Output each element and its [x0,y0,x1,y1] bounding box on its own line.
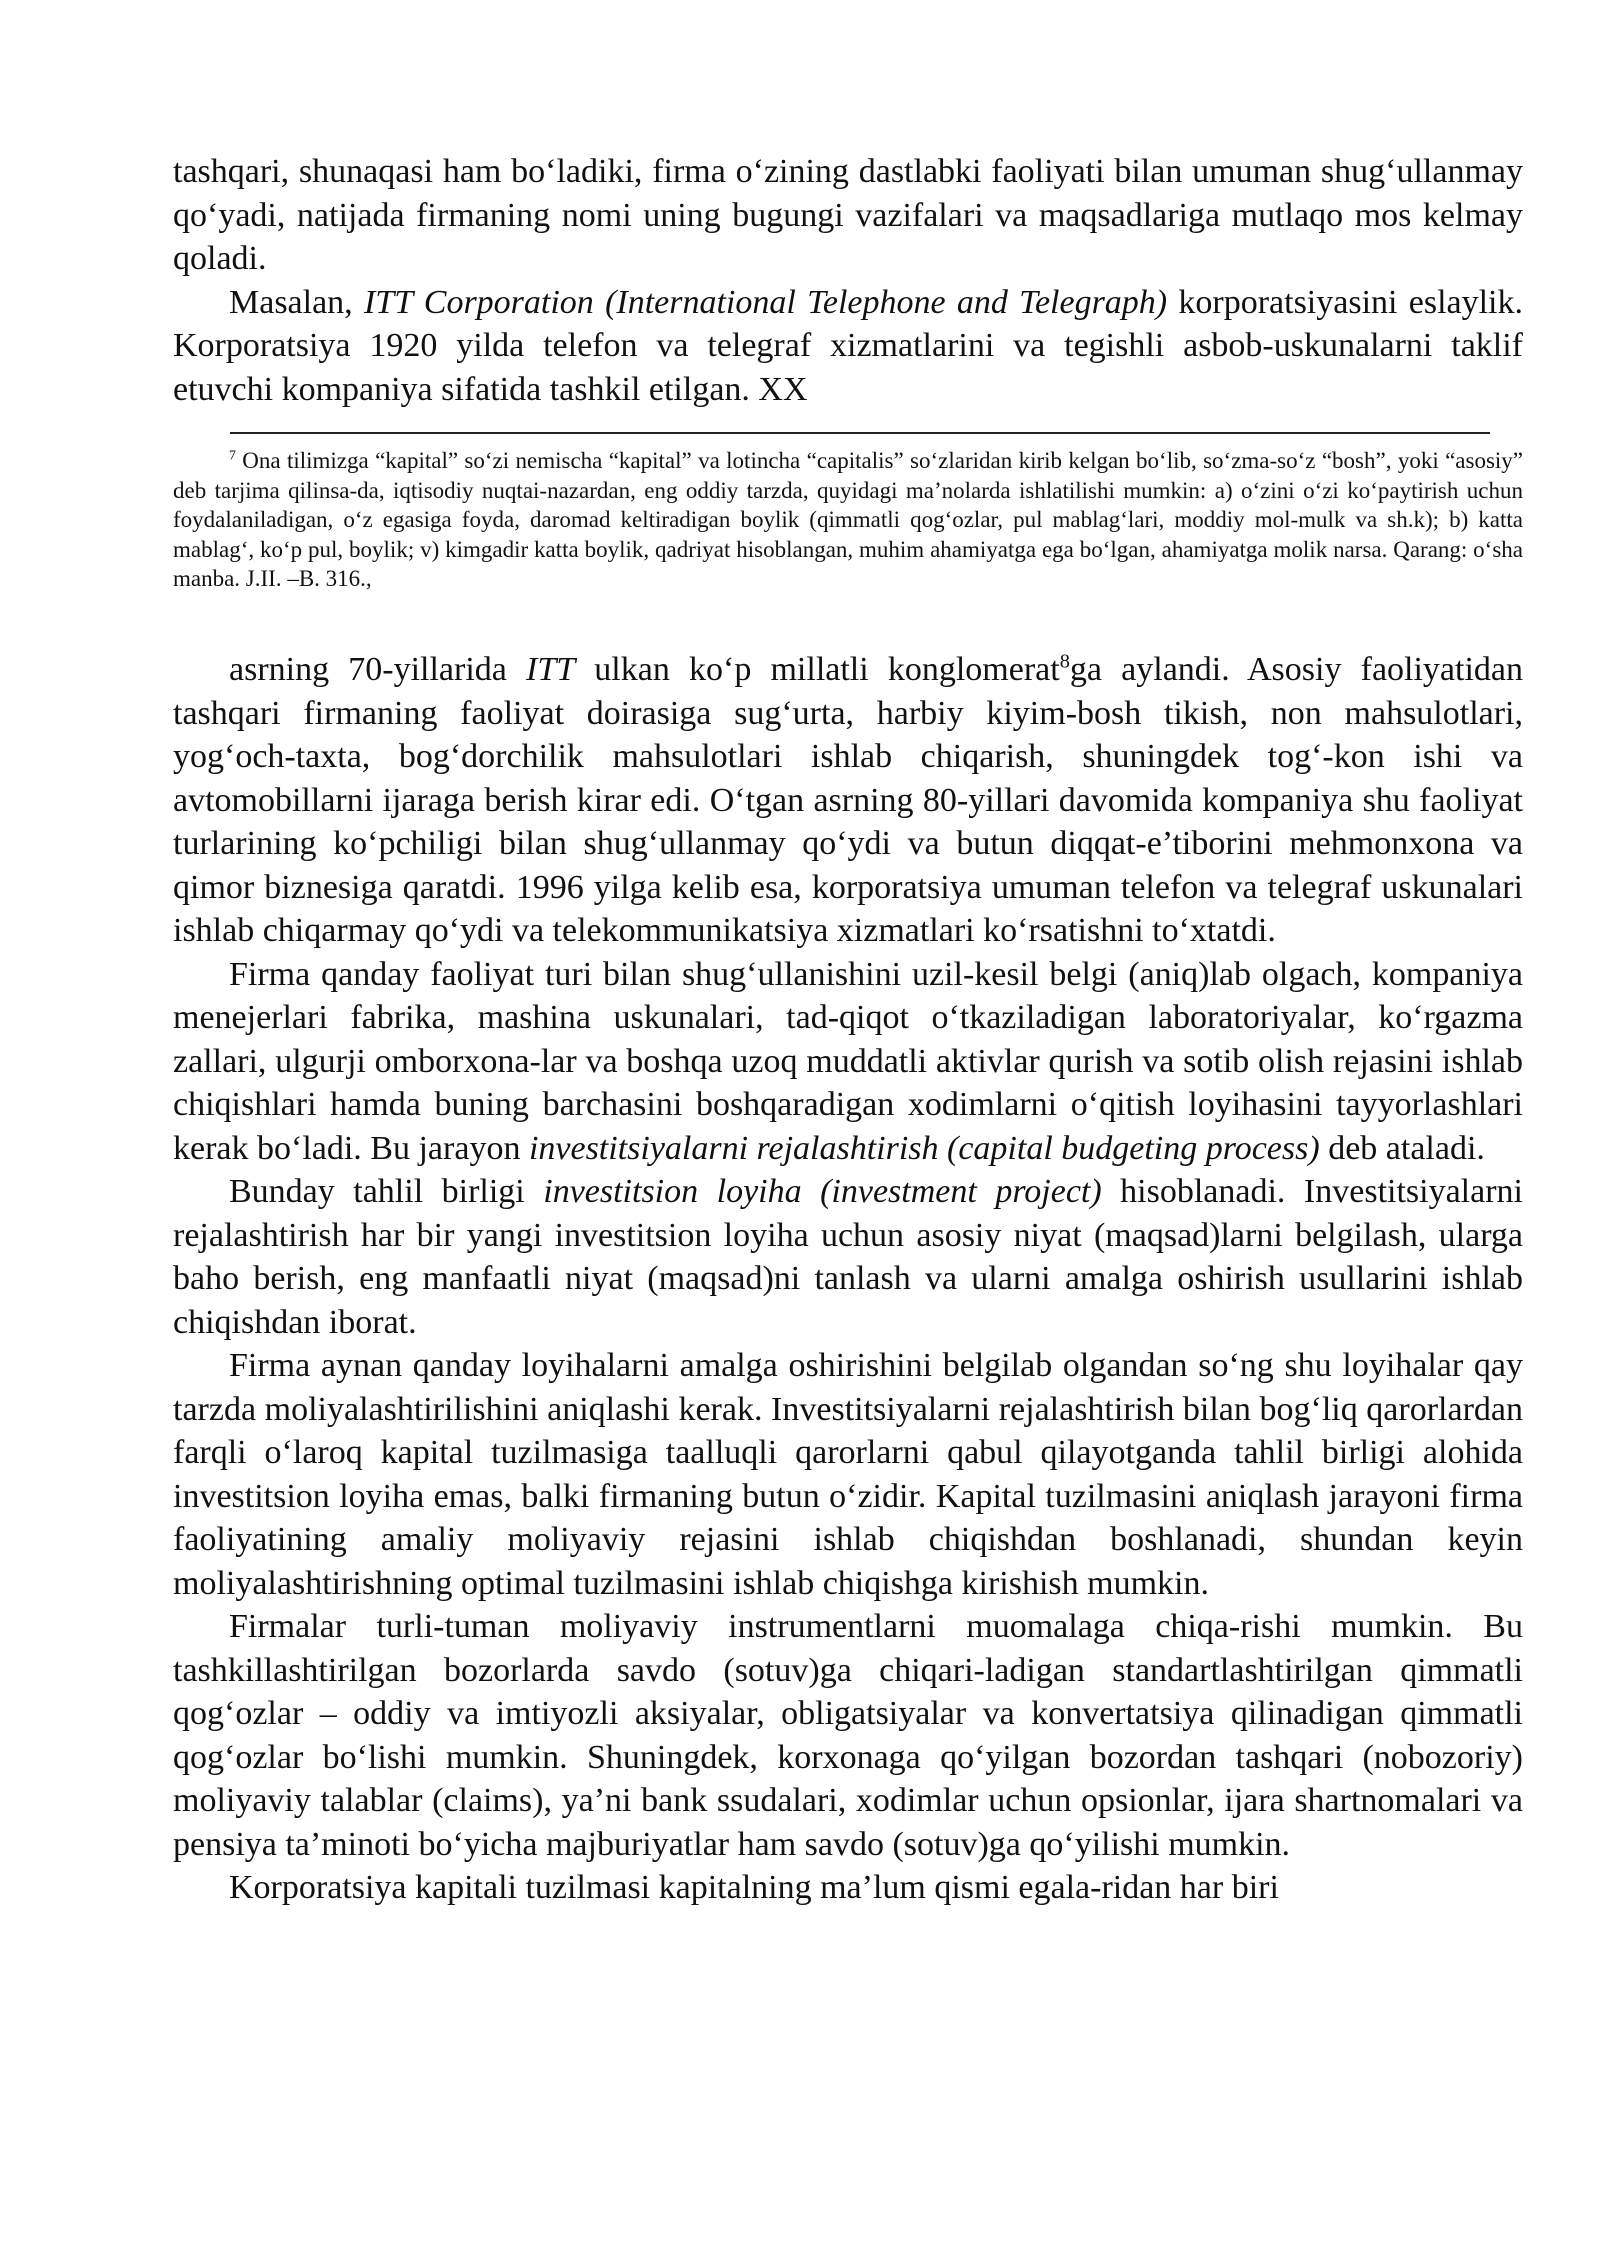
footnote-text: Ona tilimizga “kapital” so‘zi nemischa “kapital” va lotincha “capitalis” so‘zlaridan kirib kelgan bo‘lib, so‘zma-so‘z “bosh”, yoki “asosiy” deb tarjima qilinsa-da, iqtisodiy nuqtai-nazardan, eng oddiy tarzda, quyidagi ma’nolarda ishlatilishi mumkin: a) o‘zini o‘zi ko‘paytirish uchun foydalaniladigan, o‘z egasiga foyda, daromad keltiradigan boylik (qimmatli qog‘ozlar, pul mablag‘lari, moddiy mol-mulk va sh.k); b) katta mablag‘, ko‘p pul, boylik; v) kimgadir katta boylik, qadriyat hisoblangan, muhim ahamiyatga ega bo‘lgan, ahamiyatga molik narsa. Qarang: o‘sha manba. J.II. –B. 316., [173,448,1523,591]
italic-term: ITT Corporation (International Telephone and Telegraph) [363,283,1168,321]
paragraph-itt-intro: Masalan, ITT Corporation (International Telephone and Telegraph) korporatsiyasini eslaylik. Korporatsiya 1920 yilda telefon va telegraf xizmatlarini va tegishli asbob-uskunalarni taklif etuvchi kompaniya sifatida tashkil etilgan. XX [173,283,1523,408]
top-text-block [173,150,1523,411]
paragraph-capital-budgeting: Firma qanday faoliyat turi bilan shug‘ullanishini uzil-kesil belgi (aniq)lab olgach, kompaniya menejerlari fabrika, mashina uskunalari, tad-qiqot o‘tkaziladigan laboratoriyalar, ko‘rgazma zallari, ulgurji omborxona-lar va boshqa uzoq muddatli aktivlar qurish va sotib olish rejasini ishlab chiqishlari hamda buning barchasini boshqaradigan xodimlarni o‘qitish loyihasini tayyorlashlari kerak bo‘ladi. Bu jarayon investitsiyalarni rejalashtirish (capital budgeting process) deb ataladi. [173,955,1523,1167]
paragraph-financing: Firma aynan qanday loyihalarni amalga oshirishini belgilab olgandan so‘ng shu loyihalar qay tarzda moliyalashtirilishini aniqlashi kerak. Investitsiyalarni rejalashtirish bilan bog‘liq qarorlardan farqli o‘laroq kapital tuzilmasiga taalluqli qarorlarni qabul qilayotganda tahlil birligi alohida investitsion loyiha emas, balki firmaning butun o‘zidir. Kapital tuzilmasini aniqlash jarayoni firma faoliyatining amaliy moliyaviy rejasini ishlab chiqishdan boshlanadi, shundan keyin moliyalashtirishning optimal tuzilmasini ishlab chiqishga kirishish mumkin. [173,1347,1523,1602]
footnote [173,446,1523,594]
italic-term: investitsion loyiha (investment project) [543,1173,1102,1210]
italic-term: investitsiyalarni rejalashtirish (capital budgeting process) [528,1129,1320,1167]
footnote-separator [230,432,1490,434]
bottom-text-block [173,648,1523,1910]
paragraph-instruments: Firmalar turli-tuman moliyaviy instrumentlarni muomalaga chiqa-rishi mumkin. Bu tashkillashtirilgan bozorlarda savdo (sotuv)ga chiqari-ladigan standartlashtirilgan qimmatli qog‘ozlar – oddiy va imtiyozli aksiyalar, obligatsiyalar va konvertatsiya qilinadigan qimmatli qog‘ozlar bo‘lishi mumkin. Shuningdek, korxonaga qo‘yilgan bozordan tashqari (nobozoriy) moliyaviy talablar (claims), ya’ni bank ssudalari, xodimlar uchun opsionlar, ijara shartnomalari va pensiya ta’minoti bo‘yicha majburiyatlar ham savdo (sotuv)ga qo‘yilishi mumkin. [173,1608,1523,1863]
paragraph-continuation: tashqari, shunaqasi ham bo‘ladiki, firma o‘zining dastlabki faoliyati bilan umuman shug‘ullanmay qo‘yadi, natijada firmaning nomi uning bugungi vazifalari va maqsadlariga mutlaqo mos kelmay qoladi. [173,153,1523,277]
footnote-marker: 7 [229,447,236,463]
paragraph-itt-conglomerate: asrning 70-yillarida ITT ulkan ko‘p millatli konglomerat$^8$ga aylandi. Asosiy faoliyatidan tashqari firmaning faoliyat doirasiga sug‘urta, harbiy kiyim-bosh tikish, non mahsulotlari, yog‘och-taxta, bog‘dorchilik mahsulotlari ishlab chiqarish, shuningdek tog‘-kon ishi va avtomobillarni ijaraga berish kirar edi. O‘tgan asrning 80-yillari davomida kompaniya shu faoliyat turlarining ko‘pchiligi bilan shug‘ullanmay qo‘ydi va butun diqqat-e’tiborini mehmonxona va qimor biznesiga qaratdi. 1996 yilga kelib esa, korporatsiya umuman telefon va telegraf uskunalari ishlab chiqarmay qo‘ydi va telekommunikatsiya xizmatlari ko‘rsatishni to‘xtatdi. [173,650,1524,949]
footnote-reference: 8 [1059,650,1070,673]
italic-term: ITT [526,651,576,688]
paragraph-capital-structure: Korporatsiya kapitali tuzilmasi kapitalning ma’lum qismi egala-ridan har biri [229,1869,1279,1906]
paragraph-investment-project: Bunday tahlil birligi investitsion loyiha (investment project) hisoblanadi. Investitsiyalarni rejalashtirish har bir yangi investitsion loyiha uchun asosiy niyat (maqsad)larni belgilash, ularga baho berish, eng manfaatli niyat (maqsad)ni tanlash va ularni amalga oshirish usullarini ishlab chiqishdan iborat. [173,1173,1523,1341]
